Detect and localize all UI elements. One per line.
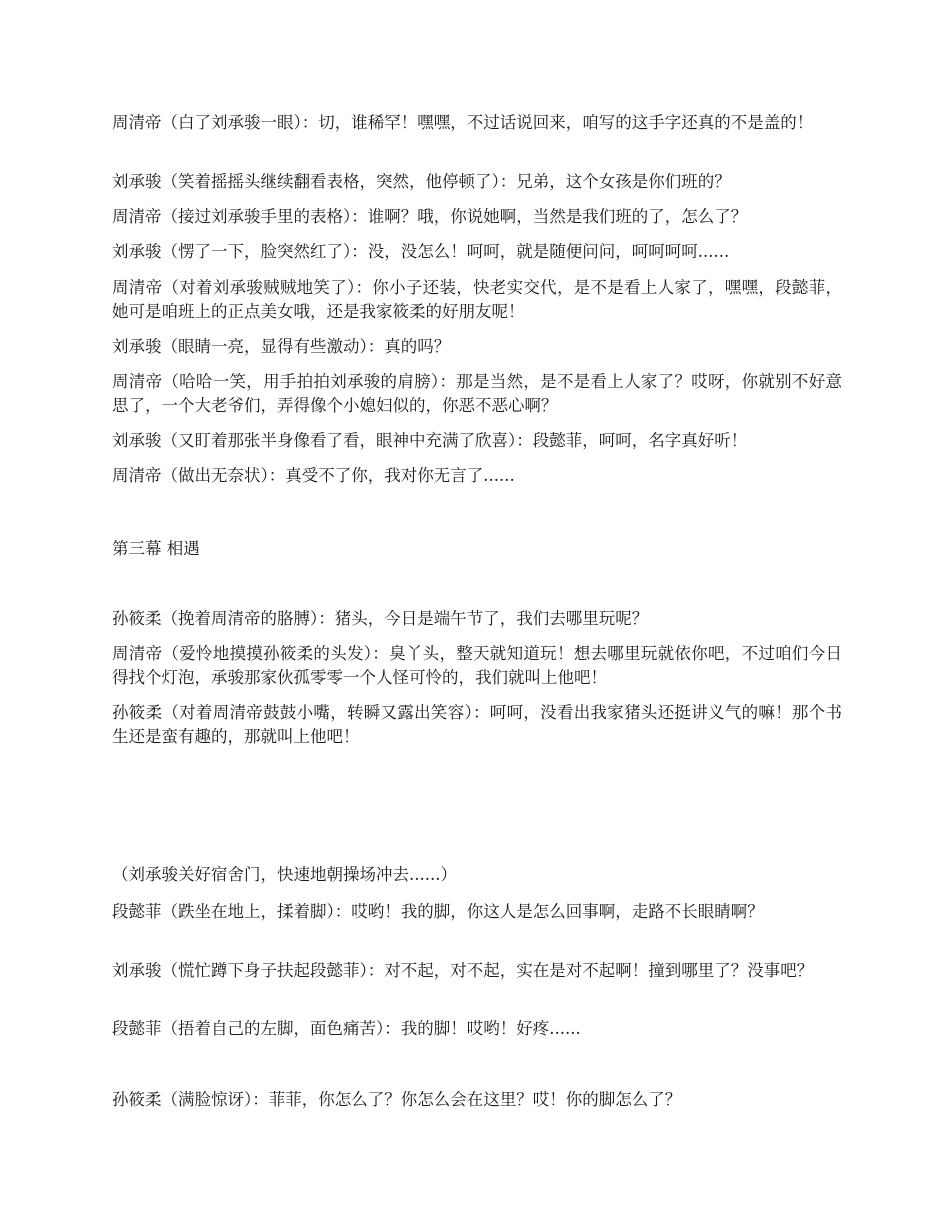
- dialogue-paragraph: 刘承骏（眼睛一亮，显得有些激动）：真的吗？: [112, 337, 451, 356]
- dialogue-paragraph: 刘承骏（又盯着那张半身像看了看，眼神中充满了欣喜）：段懿菲，呵呵，名字真好听！: [112, 431, 748, 450]
- dialogue-paragraph: 孙筱柔（对着周清帝鼓鼓小嘴，转瞬又露出笑容）：呵呵，没看出我家猪头还挺讲义气的嘛！那个书生还是蛮有趣的，那就叫上他吧！: [112, 703, 842, 746]
- dialogue-paragraph: 刘承骏（笑着摇摇头继续翻看表格，突然，他停顿了）：兄弟，这个女孩是你们班的？: [112, 172, 731, 191]
- dialogue-paragraph: 周清帝（接过刘承骏手里的表格）：谁啊？哦，你说她啊，当然是我们班的了，怎么了？: [112, 207, 748, 226]
- dialogue-paragraph: 段懿菲（捂着自己的左脚，面色痛苦）：我的脚！哎哟！好疼......: [112, 1019, 581, 1038]
- dialogue-paragraph: 段懿菲（跌坐在地上，揉着脚）：哎哟！我的脚，你这人是怎么回事啊，走路不长眼睛啊？: [112, 902, 764, 921]
- dialogue-paragraph: 刘承骏（愣了一下，脸突然红了）：没，没怎么！呵呵，就是随便问问，呵呵呵呵......: [112, 242, 730, 261]
- stage-direction: （刘承骏关好宿舍门，快速地朝操场冲去......）: [112, 865, 457, 884]
- dialogue-paragraph: 周清帝（做出无奈状）：真受不了你，我对你无言了......: [112, 466, 515, 485]
- dialogue-paragraph: 周清帝（白了刘承骏一眼）：切，谁稀罕！嘿嘿，不过话说回来，咱写的这手字还真的不是盖的！: [112, 113, 814, 132]
- dialogue-paragraph: 周清帝（对着刘承骏贼贼地笑了）：你小子还装，快老实交代，是不是看上人家了，嘿嘿，段懿菲，她可是咱班上的正点美女哦，还是我家筱柔的好朋友呢！: [112, 278, 842, 321]
- dialogue-paragraph: 周清帝（哈哈一笑，用手拍拍刘承骏的肩膀）：那是当然，是不是看上人家了？哎呀，你就别不好意思了，一个大老爷们，弄得像个小媳妇似的，你恶不恶心啊？: [112, 372, 842, 415]
- dialogue-paragraph: 刘承骏（慌忙蹲下身子扶起段懿菲）：对不起，对不起，实在是对不起啊！撞到哪里了？没事吧？: [112, 961, 814, 980]
- act-title: 第三幕 相遇: [112, 539, 200, 558]
- dialogue-paragraph: 孙筱柔（挽着周清帝的胳膊）：猪头，今日是端午节了，我们去哪里玩呢？: [112, 609, 649, 628]
- dialogue-paragraph: 孙筱柔（满脸惊讶）：菲菲，你怎么了？你怎么会在这里？哎！你的脚怎么了？: [112, 1090, 682, 1109]
- dialogue-paragraph: 周清帝（爱怜地摸摸孙筱柔的头发）：臭丫头，整天就知道玩！想去哪里玩就依你吧，不过咱们今日得找个灯泡，承骏那家伙孤零零一个人怪可怜的，我们就叫上他吧！: [112, 644, 842, 687]
